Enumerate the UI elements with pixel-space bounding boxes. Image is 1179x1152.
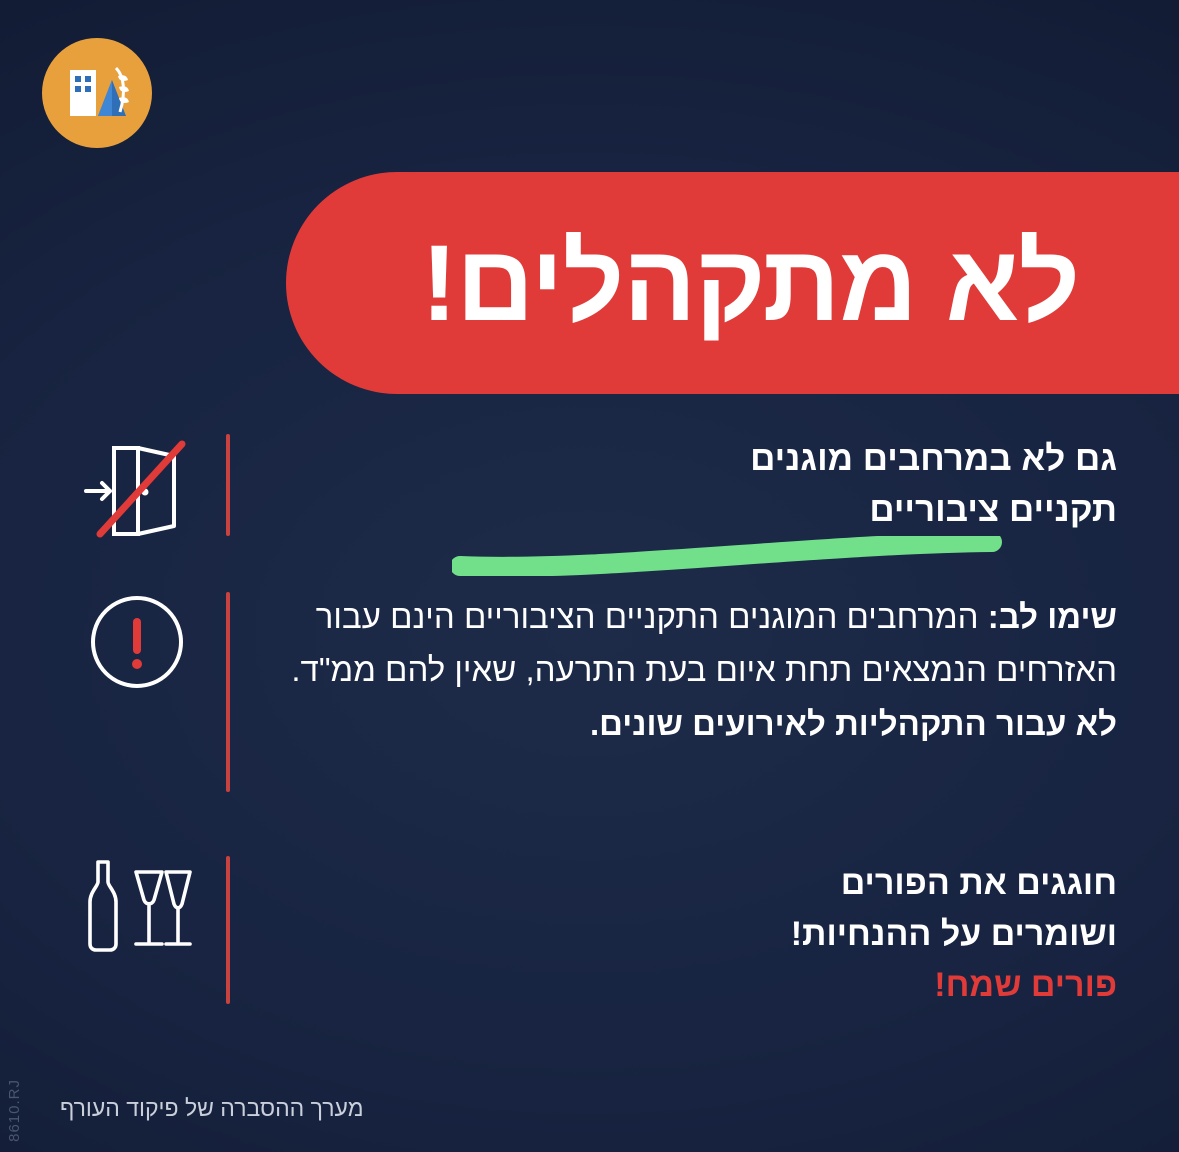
watermark-text: 8610.RJ xyxy=(6,1079,23,1142)
purim-greeting: פורים שמח! xyxy=(934,966,1117,1004)
row-divider xyxy=(226,592,230,792)
info-row-notice xyxy=(62,588,1117,796)
headline-banner xyxy=(286,172,1179,394)
purim-line1: חוגגים את הפורים xyxy=(840,864,1117,902)
row-divider xyxy=(226,856,230,1004)
home-front-command-logo-icon xyxy=(42,38,152,148)
info-row-purim xyxy=(62,852,1117,1011)
info-row-purim-text xyxy=(244,852,1117,1011)
info-row-notice-text xyxy=(244,588,1117,750)
notice-tail: לא עבור התקהליות לאירועים שונים. xyxy=(590,704,1117,742)
notice-body: המרחבים המוגנים התקניים הציבוריים הינם עבור האזרחים הנמצאים תחת איום בעת התרעה, שאין להם ממ"ד. xyxy=(291,598,1117,689)
purim-line2: ושומרים על ההנחיות! xyxy=(790,915,1117,953)
exclamation-circle-icon xyxy=(62,588,212,696)
info-row-shelters-text xyxy=(244,430,1117,536)
info-row-shelters xyxy=(62,430,1117,548)
bottle-and-glasses-icon xyxy=(62,852,212,960)
footer-credit: מערך ההסברה של פיקוד העורף xyxy=(60,1095,364,1121)
page-title: לא מתקהלים! xyxy=(421,222,1079,343)
notice-lead: שימו לב: xyxy=(987,598,1117,635)
row-divider xyxy=(226,434,230,536)
no-entry-door-icon xyxy=(62,430,212,548)
info-row-shelters-line2: תקניים ציבוריים xyxy=(869,489,1117,529)
info-row-shelters-line1: גם לא במרחבים מוגנים xyxy=(750,439,1117,478)
